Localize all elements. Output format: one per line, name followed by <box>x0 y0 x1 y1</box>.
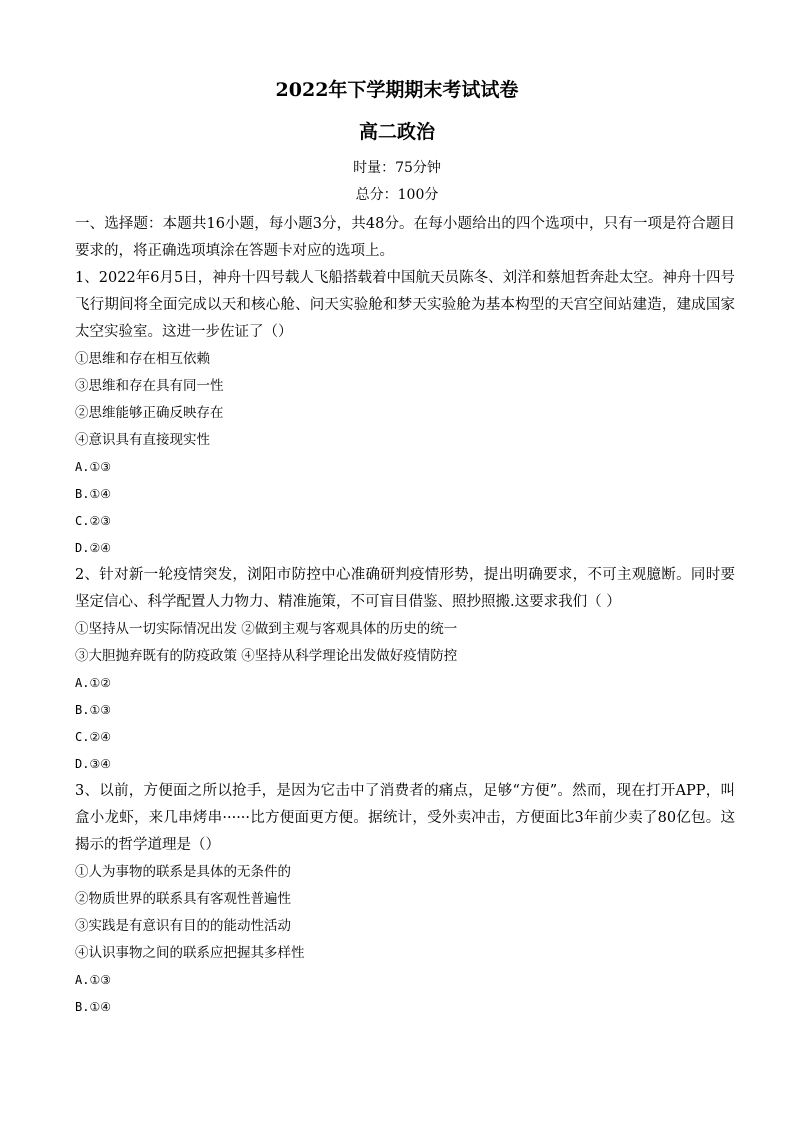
choice-a: A.①② <box>75 676 111 690</box>
statement-item: ③大胆抛弃既有的防疫政策 ④坚持从科学理论出发做好疫情防控 <box>75 648 458 664</box>
choice-b: B.①④ <box>75 487 111 501</box>
question-3 <box>75 778 735 1021</box>
section-instructions: 一、选择题：本题共16小题，每小题3分，共48分。在每小题给出的四个选项中，只有一项是符合题目要求的，将正确选项填涂在答题卡对应的选项上。 <box>75 216 735 259</box>
subject-title: 高二政治 <box>358 121 435 143</box>
statement-item: ③实践是有意识有目的的能动性活动 <box>75 918 291 934</box>
time-limit: 时量：75分钟 <box>353 160 441 176</box>
statement-item: ④认识事物之间的联系应把握其多样性 <box>75 945 305 961</box>
choice-c: C.②④ <box>75 730 111 744</box>
choice-c: C.②③ <box>75 514 111 528</box>
choice-a: A.①③ <box>75 973 111 987</box>
statement-item: ④意识具有直接现实性 <box>75 432 210 448</box>
question-stem: 3、以前，方便面之所以抢手，是因为它击中了消费者的痛点，足够“方便”。然而，现在打开APP，叫盒小龙虾，来几串烤串······比方便面更方便。据统计，受外卖冲击，方便面比3年前少卖了80亿包。这揭示的哲学道理是（） <box>75 783 735 853</box>
statement-item: ①坚持从一切实际情况出发 ②做到主观与客观具体的历史的统一 <box>75 621 458 637</box>
total-score: 总分：100分 <box>355 187 439 203</box>
choice-a: A.①③ <box>75 460 111 474</box>
statement-item: ②物质世界的联系具有客观性普遍性 <box>75 891 291 907</box>
exam-title: 2022年下学期期末考试试卷 <box>275 79 519 101</box>
choice-d: D.③④ <box>75 757 111 771</box>
choice-b: B.①④ <box>75 1000 111 1014</box>
question-2 <box>75 562 735 778</box>
question-stem: 1、2022年6月5日，神舟十四号载人飞船搭载着中国航天员陈冬、刘洋和蔡旭哲奔赴太空。神舟十四号飞行期间将全面完成以天和核心舱、问天实验舱和梦天实验舱为基本构型的天宫空间站建造，建成国家太空实验室。这进一步佐证了（） <box>75 270 735 340</box>
exam-content <box>75 211 735 1021</box>
choice-d: D.②④ <box>75 541 111 555</box>
statement-item: ③思维和存在具有同一性 <box>75 378 224 394</box>
statement-item: ①人为事物的联系是具体的无条件的 <box>75 864 291 880</box>
statement-item: ①思维和存在相互依赖 <box>75 351 210 367</box>
question-1 <box>75 265 735 562</box>
statement-item: ②思维能够正确反映存在 <box>75 405 224 421</box>
question-stem: 2、针对新一轮疫情突发，浏阳市防控中心准确研判疫情形势，提出明确要求，不可主观臆断。同时要坚定信心、科学配置人力物力、精准施策，不可盲目借鉴、照抄照搬.这要求我们（ ） <box>75 567 735 610</box>
choice-b: B.①③ <box>75 703 111 717</box>
